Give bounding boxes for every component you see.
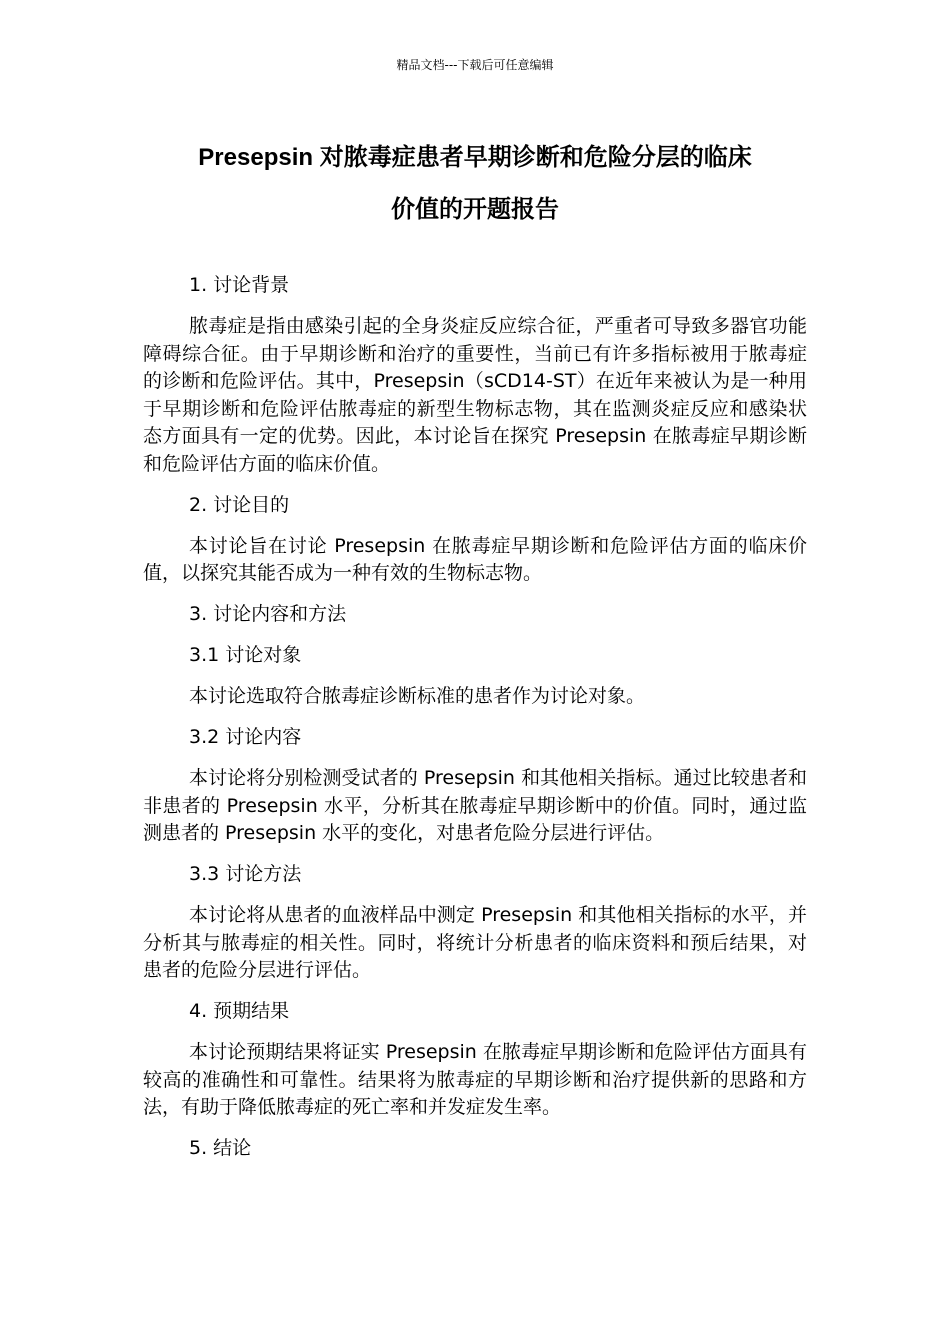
paragraph-purpose: 本讨论旨在讨论 Presepsin 在脓毒症早期诊断和危险评估方面的临床价值，以探究其能否成为一种有效的生物标志物。 — [143, 534, 807, 584]
paragraph-expected-results: 本讨论预期结果将证实 Presepsin 在脓毒症早期诊断和危险评估方面具有较高的准确性和可靠性。结果将为脓毒症的早期诊断和治疗提供新的思路和方法，有助于降低脓毒症的死亡率和并发症发生率。 — [143, 1041, 807, 1118]
document-title — [118, 132, 832, 236]
paragraph-background: 脓毒症是指由感染引起的全身炎症反应综合征，严重者可导致多器官功能障碍综合征。由于早期诊断和治疗的重要性，当前已有许多指标被用于脓毒症的诊断和危险评估。其中，Presepsin（sCD14-ST）在近年来被认为是一种用于早期诊断和危险评估脓毒症的新型生物标志物，其在监测炎症反应和感染状态方面具有一定的优势。因此，本讨论旨在探究 Presepsin 在脓毒症早期诊断和危险评估方面的临床价值。 — [143, 315, 807, 475]
paragraph-subjects: 本讨论选取符合脓毒症诊断标准的患者作为讨论对象。 — [189, 685, 646, 707]
subsection-heading-methods: 3.3 讨论方法 — [189, 863, 302, 885]
paragraph-methods: 本讨论将从患者的血液样品中测定 Presepsin 和其他相关指标的水平，并分析其与脓毒症的相关性。同时，将统计分析患者的临床资料和预后结果，对患者的危险分层进行评估。 — [143, 904, 807, 981]
section-heading-expected-results: 4. 预期结果 — [189, 1000, 290, 1022]
section-heading-content-methods: 3. 讨论内容和方法 — [189, 603, 347, 625]
section-heading-background: 1. 讨论背景 — [189, 274, 290, 296]
section-heading-purpose: 2. 讨论目的 — [189, 493, 290, 516]
title-line-1: Presepsin 对脓毒症患者早期诊断和危险分层的临床 — [198, 144, 752, 171]
title-line-2: 价值的开题报告 — [391, 196, 559, 223]
section-heading-conclusion: 5. 结论 — [189, 1137, 252, 1159]
document-body — [143, 272, 807, 1176]
page-header: 精品文档---下载后可任意编辑 — [396, 58, 554, 72]
subsection-heading-content: 3.2 讨论内容 — [189, 726, 302, 748]
paragraph-content: 本讨论将分别检测受试者的 Presepsin 和其他相关指标。通过比较患者和非患者的 Presepsin 水平，分析其在脓毒症早期诊断中的价值。同时，通过监测患者的 Presepsin 水平的变化，对患者危险分层进行评估。 — [143, 767, 807, 844]
subsection-heading-subjects: 3.1 讨论对象 — [189, 644, 302, 666]
